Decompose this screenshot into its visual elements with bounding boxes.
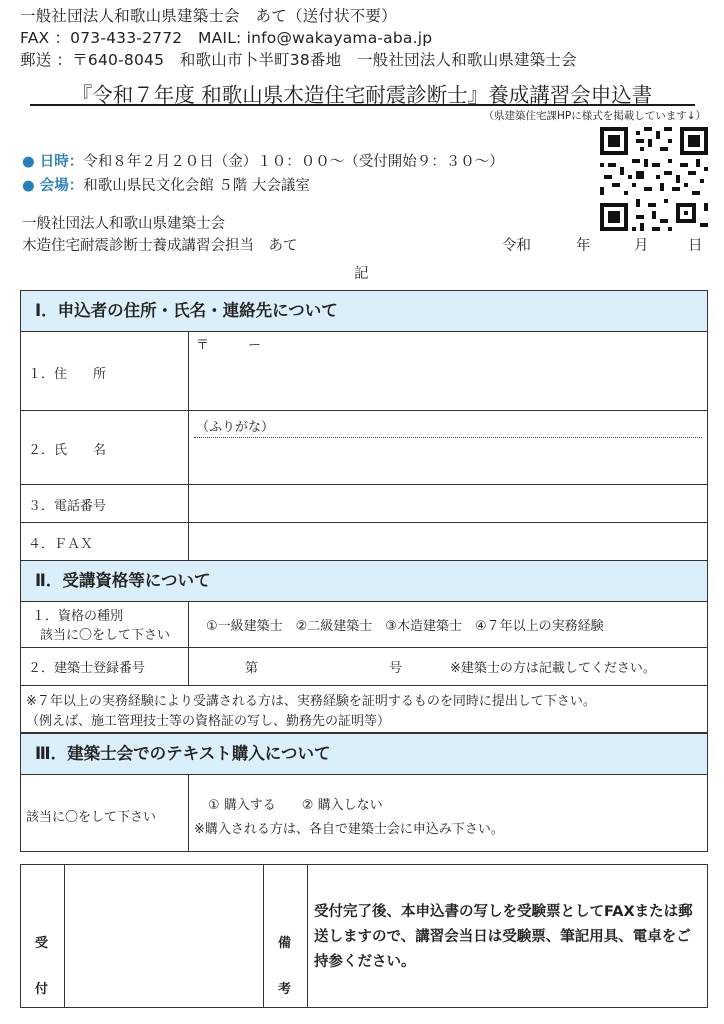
name-input[interactable] [188,440,708,482]
page-title: 『令和７年度 和歌山県木造住宅耐震診断士』養成講習会申込書 [71,83,653,107]
furigana-dotted-line [194,437,702,438]
qual-sublabel: 該当に〇をして下さい [40,628,171,643]
address-input[interactable] [188,370,708,406]
event-date [22,150,504,171]
remarks-message: 受付完了後、本申込書の写しを受験票としてFAXまたは郵送しますので、講習会当日は受験票、筆記用具、電卓をご持参ください。 [314,904,693,970]
registration-dai: 第 [245,661,259,676]
postal-code-field[interactable]: 〒 ー [196,338,262,353]
section-2-divider [188,601,189,685]
qualification-options[interactable]: ①一級建築士 ②二級建築士 ③木造建築士 ④７年以上の実務経験 [206,619,604,634]
remarks-label-2: 考 [278,982,292,997]
registration-label: ２．建築士登録番号 [28,661,146,676]
recipient-dept: 木造住宅耐震診断士養成講習会担当 あて [22,238,298,254]
row-divider [20,685,708,686]
section-1-header: Ⅰ．申込者の住所・氏名・連絡先について [20,290,708,332]
qr-code-icon[interactable] [600,127,708,231]
section-3-header: Ⅲ．建築士会でのテキスト購入について [20,733,708,775]
date-era: 令和 [502,238,531,254]
reception-stamp-area[interactable] [66,866,262,1006]
remarks-label-1: 備 [278,936,292,951]
date-day: 日 [688,238,703,254]
purchase-note: ※購入される方は、各自で建築士会に申込み下さい。 [194,822,504,837]
date-value: 令和８年２月２０日（金）１０：００～（受付開始９：３０～） [83,154,504,170]
row-divider [20,484,708,485]
experience-example: （例えば、施工管理技士等の資格証の写し、勤務先の証明等） [26,714,391,729]
purchase-options[interactable]: ① 購入する ② 購入しない [208,798,383,813]
kisai-heading: 記 [354,266,369,282]
qual-label: １．資格の種別 [32,609,124,624]
phone-input[interactable] [188,486,708,521]
name-label: ２．氏 名 [28,443,107,458]
reception-label-2: 付 [35,982,49,997]
row-divider [20,522,708,523]
section-3-divider [188,774,189,852]
date-year: 年 [576,238,591,254]
registration-number-input[interactable] [265,650,383,682]
address-label: １．住 所 [28,367,107,382]
registration-note: ※建築士の方は記載してください。 [450,661,656,676]
reception-label-1: 受 [35,936,49,951]
header-contact-line: FAX ：073-433-2772 MAIL: info@wakayama-aba.jp [20,29,433,47]
fax-label: ４．ＦＡＸ [28,537,94,552]
header-mail-address-line: 郵送 ：〒640-8045 和歌山市卜半町38番地 一般社団法人和歌山県建築士会 [20,51,577,69]
fax-input[interactable] [188,524,708,561]
row-divider [20,647,708,648]
furigana-label: （ふりがな） [196,420,275,435]
reception-divider [263,864,264,1008]
purchase-label: 該当に〇をして下さい [26,810,157,825]
recipient-org: 一般社団法人和歌山県建築士会 [22,216,225,232]
header-line-1: 一般社団法人和歌山県建築士会 あて（送付状不要） [20,7,397,25]
title-underline [30,104,695,106]
venue-label: ● 会場： [22,178,84,194]
experience-note: ※７年以上の実務経験により受講される方は、実務経験を証明するものを同時に提出して下さい。 [26,694,596,709]
section-2-header: Ⅱ．受講資格等について [20,560,708,602]
reception-divider [64,864,65,1008]
remarks-divider [307,864,308,1008]
date-label: ● 日時： [22,154,84,170]
hp-note: （県建築住宅課HPに様式を掲載しています↓） [483,110,706,122]
event-venue [22,174,310,195]
venue-value: 和歌山県民文化会館 ５階 大会議室 [83,178,310,194]
phone-label: ３．電話番号 [28,499,107,514]
date-month: 月 [634,238,649,254]
registration-go: 号 [389,661,403,676]
row-divider [20,410,708,411]
